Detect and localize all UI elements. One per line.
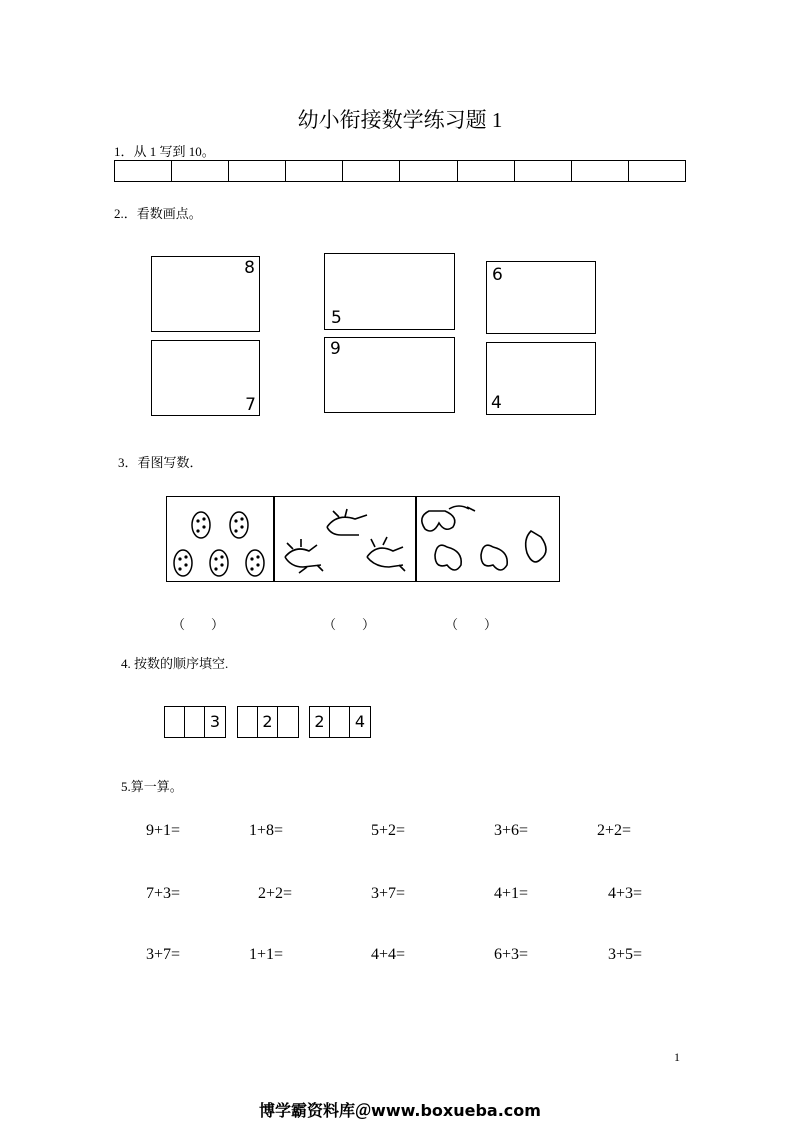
page-title: 幼小衔接数学练习题 1 [297, 108, 503, 132]
dot-box-number: 5 [331, 308, 342, 328]
grid-cell[interactable] [572, 161, 629, 181]
equation: 6+3= [494, 946, 529, 963]
equation: 9+1= [146, 822, 181, 839]
question-4-label: 4. 按数的顺序填空. [121, 656, 229, 671]
sequence-group-1 [164, 706, 226, 738]
question-3-label: 3．看图写数． [118, 455, 203, 470]
sequence-cell[interactable] [278, 707, 298, 737]
equation: 3+7= [371, 885, 406, 902]
butterfly-icon [422, 506, 546, 570]
equation: 2+2= [258, 885, 293, 902]
sequence-cell[interactable]: 2 [310, 707, 330, 737]
answer-blank[interactable]: （ ） [172, 617, 225, 632]
equation: 4+1= [494, 885, 529, 902]
question-2-label: 2.．看数画点。 [114, 206, 202, 221]
grid-cell[interactable] [515, 161, 572, 181]
sequence-cell[interactable]: 3 [209, 712, 221, 731]
sequence-cell[interactable]: 2 [258, 707, 278, 737]
dot-box-9[interactable] [324, 337, 455, 413]
equation: 1+1= [249, 946, 284, 963]
animals-illustration [167, 497, 558, 580]
dot-box-6[interactable] [486, 261, 596, 334]
ladybug-icon [174, 512, 264, 576]
write-1-to-10-grid [114, 160, 686, 182]
grid-cell[interactable] [229, 161, 286, 181]
sequence-cell[interactable]: 4 [354, 712, 366, 731]
equation: 1+8= [249, 822, 284, 839]
answer-blank[interactable]: （ ） [445, 617, 498, 632]
answer-blank[interactable]: （ ） [323, 617, 376, 632]
equation: 5+2= [371, 822, 406, 839]
dot-box-number: 8 [244, 258, 255, 278]
grid-cell[interactable] [115, 161, 172, 181]
sequence-cell[interactable] [165, 707, 185, 737]
sequence-cell[interactable] [185, 707, 205, 737]
sequence-group-3 [309, 706, 371, 738]
equation: 7+3= [146, 885, 181, 902]
question-5-label: 5.算一算。 [121, 779, 183, 794]
equation: 2+2= [597, 822, 632, 839]
cat-icon [285, 509, 405, 573]
grid-cell[interactable] [400, 161, 457, 181]
footer-watermark: 博学霸资料库＠www.boxueba.com [259, 1101, 541, 1120]
grid-cell[interactable] [286, 161, 343, 181]
equation: 4+3= [608, 885, 643, 902]
sequence-cell[interactable] [330, 707, 350, 737]
grid-cell[interactable] [343, 161, 400, 181]
count-picture-strip [166, 496, 560, 582]
equation: 3+7= [146, 946, 181, 963]
dot-box-number: 6 [492, 265, 503, 285]
dot-box-8[interactable] [151, 256, 260, 332]
dot-box-7[interactable] [151, 340, 260, 416]
grid-cell[interactable] [458, 161, 515, 181]
dot-box-5[interactable] [324, 253, 455, 330]
grid-cell[interactable] [172, 161, 229, 181]
grid-cell[interactable] [629, 161, 685, 181]
dot-box-number: 7 [245, 395, 256, 415]
dot-box-4[interactable] [486, 342, 596, 415]
sequence-cell[interactable] [238, 707, 258, 737]
question-1-label: 1．从 1 写到 10。 [114, 144, 215, 159]
equation: 3+6= [494, 822, 529, 839]
dot-box-number: 9 [330, 339, 341, 359]
dot-box-number: 4 [491, 393, 502, 413]
page-number: 1 [674, 1050, 680, 1064]
equation: 4+4= [371, 946, 406, 963]
equation: 3+5= [608, 946, 643, 963]
sequence-group-2 [237, 706, 299, 738]
